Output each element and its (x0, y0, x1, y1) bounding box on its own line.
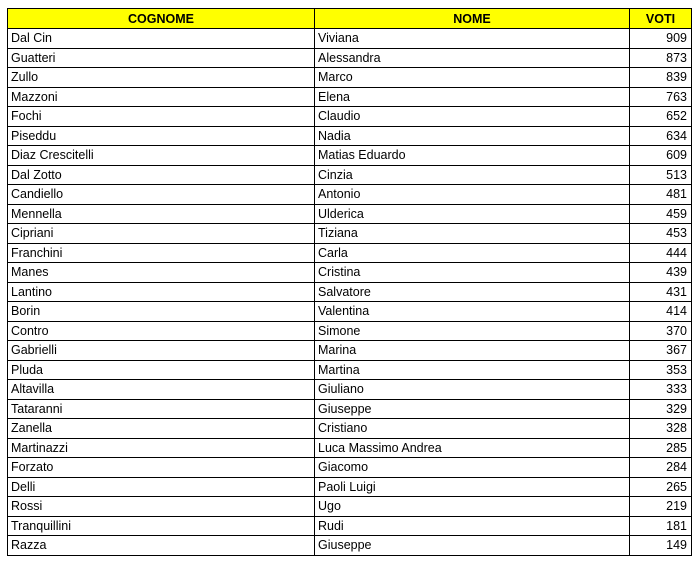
name-cell: Carla (315, 243, 630, 263)
surname-cell: Dal Zotto (8, 165, 315, 185)
table-row (8, 243, 692, 263)
table-row (8, 438, 692, 458)
column-header-surname: COGNOME (8, 9, 315, 29)
column-header-name: NOME (315, 9, 630, 29)
votes-cell: 353 (630, 360, 692, 380)
table-row (8, 204, 692, 224)
table-row (8, 107, 692, 127)
surname-cell: Delli (8, 477, 315, 497)
surname-cell: Razza (8, 536, 315, 556)
votes-cell: 763 (630, 87, 692, 107)
table-row (8, 29, 692, 49)
name-cell: Rudi (315, 516, 630, 536)
table-row (8, 536, 692, 556)
surname-cell: Tranquillini (8, 516, 315, 536)
name-cell: Elena (315, 87, 630, 107)
name-cell: Simone (315, 321, 630, 341)
table-row (8, 185, 692, 205)
votes-cell: 329 (630, 399, 692, 419)
surname-cell: Dal Cin (8, 29, 315, 49)
table-row (8, 399, 692, 419)
name-cell: Salvatore (315, 282, 630, 302)
table-row (8, 126, 692, 146)
surname-cell: Lantino (8, 282, 315, 302)
table-row (8, 68, 692, 88)
votes-cell: 481 (630, 185, 692, 205)
table-row (8, 165, 692, 185)
surname-cell: Tataranni (8, 399, 315, 419)
votes-cell: 909 (630, 29, 692, 49)
table-row (8, 419, 692, 439)
surname-cell: Cipriani (8, 224, 315, 244)
name-cell: Viviana (315, 29, 630, 49)
table-row (8, 458, 692, 478)
surname-cell: Piseddu (8, 126, 315, 146)
name-cell: Cristiano (315, 419, 630, 439)
surname-cell: Martinazzi (8, 438, 315, 458)
name-cell: Matias Eduardo (315, 146, 630, 166)
votes-cell: 333 (630, 380, 692, 400)
table-row (8, 497, 692, 517)
name-cell: Giuseppe (315, 399, 630, 419)
table-row (8, 302, 692, 322)
header-row (8, 9, 692, 29)
name-cell: Antonio (315, 185, 630, 205)
votes-cell: 453 (630, 224, 692, 244)
surname-cell: Mazzoni (8, 87, 315, 107)
name-cell: Tiziana (315, 224, 630, 244)
name-cell: Marco (315, 68, 630, 88)
votes-cell: 285 (630, 438, 692, 458)
votes-cell: 181 (630, 516, 692, 536)
table-row (8, 146, 692, 166)
surname-cell: Contro (8, 321, 315, 341)
name-cell: Giacomo (315, 458, 630, 478)
name-cell: Ulderica (315, 204, 630, 224)
surname-cell: Gabrielli (8, 341, 315, 361)
table-row (8, 263, 692, 283)
surname-cell: Pluda (8, 360, 315, 380)
surname-cell: Franchini (8, 243, 315, 263)
surname-cell: Guatteri (8, 48, 315, 68)
table-row (8, 321, 692, 341)
surname-cell: Rossi (8, 497, 315, 517)
votes-cell: 513 (630, 165, 692, 185)
surname-cell: Forzato (8, 458, 315, 478)
table-row (8, 477, 692, 497)
votes-cell: 634 (630, 126, 692, 146)
surname-cell: Zanella (8, 419, 315, 439)
table-row (8, 341, 692, 361)
table-body (8, 29, 692, 556)
surname-cell: Candiello (8, 185, 315, 205)
surname-cell: Mennella (8, 204, 315, 224)
votes-cell: 219 (630, 497, 692, 517)
table-row (8, 282, 692, 302)
name-cell: Claudio (315, 107, 630, 127)
votes-cell: 328 (630, 419, 692, 439)
votes-cell: 431 (630, 282, 692, 302)
votes-cell: 839 (630, 68, 692, 88)
votes-cell: 414 (630, 302, 692, 322)
name-cell: Luca Massimo Andrea (315, 438, 630, 458)
name-cell: Martina (315, 360, 630, 380)
table-row (8, 87, 692, 107)
votes-cell: 367 (630, 341, 692, 361)
surname-cell: Manes (8, 263, 315, 283)
name-cell: Giuliano (315, 380, 630, 400)
table-row (8, 360, 692, 380)
surname-cell: Zullo (8, 68, 315, 88)
table-row (8, 224, 692, 244)
votes-cell: 370 (630, 321, 692, 341)
votes-cell: 459 (630, 204, 692, 224)
name-cell: Giuseppe (315, 536, 630, 556)
votes-cell: 439 (630, 263, 692, 283)
surname-cell: Altavilla (8, 380, 315, 400)
votes-cell: 265 (630, 477, 692, 497)
votes-cell: 444 (630, 243, 692, 263)
surname-cell: Fochi (8, 107, 315, 127)
votes-cell: 149 (630, 536, 692, 556)
name-cell: Nadia (315, 126, 630, 146)
name-cell: Cinzia (315, 165, 630, 185)
name-cell: Marina (315, 341, 630, 361)
name-cell: Valentina (315, 302, 630, 322)
votes-table (7, 8, 692, 556)
votes-cell: 873 (630, 48, 692, 68)
table-row (8, 48, 692, 68)
column-header-votes: VOTI (630, 9, 692, 29)
table-row (8, 380, 692, 400)
surname-cell: Diaz Crescitelli (8, 146, 315, 166)
name-cell: Paoli Luigi (315, 477, 630, 497)
votes-cell: 284 (630, 458, 692, 478)
votes-cell: 652 (630, 107, 692, 127)
name-cell: Ugo (315, 497, 630, 517)
table-row (8, 516, 692, 536)
surname-cell: Borin (8, 302, 315, 322)
name-cell: Alessandra (315, 48, 630, 68)
votes-cell: 609 (630, 146, 692, 166)
name-cell: Cristina (315, 263, 630, 283)
